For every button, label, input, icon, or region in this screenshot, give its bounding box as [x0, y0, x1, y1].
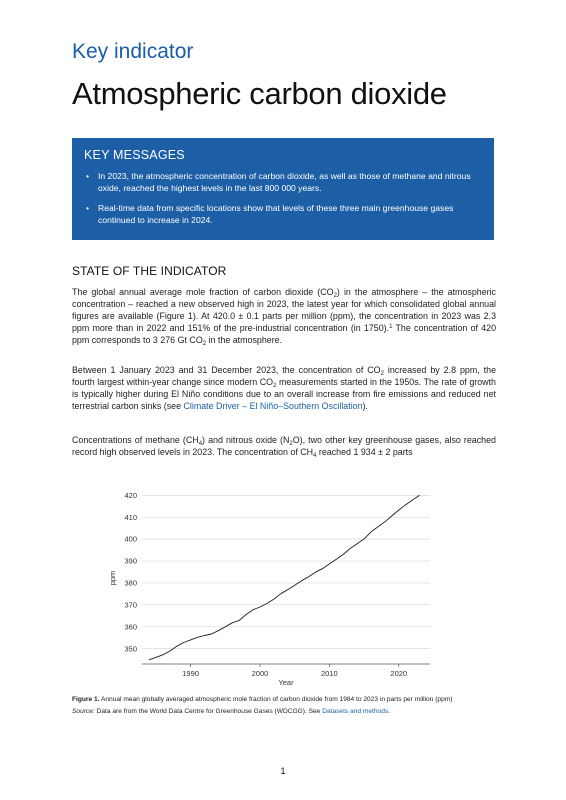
page-number: 1 — [280, 766, 286, 776]
x-axis-label: Year — [278, 678, 294, 686]
key-messages-list — [84, 171, 472, 226]
paragraph-1: The global annual average mole fraction of carbon dioxide $(CO_2)$ in the atmosphere – the atmospheric concentration – reached a new observed high in 2023, the latest year for which consolidated global annual figures are available (Figure 1). At 420.0 ± 0.1 parts per million (ppm), the concentration in 2023 was 2.3 ppm more than in 2022 and 151% of the pre-industrial concentration (in 1750).$^1$ The concentration of 420 ppm corresponds to 3 276 Gt $CO_2$ in the atmosphere. — [72, 287, 497, 348]
paragraph-2: Between 1 January 2023 and 31 December 2023, the concentration of $CO_2$ increased by 2.8 ppm, the fourth largest within-year change since modern $CO_2$ measurements started in the 1950s. The rate of growth is typically higher during El Niño conditions due to an overall increase from fire emissions and reduced net terrestrial carbon sinks (see Climate Driver – El Niño–Southern Oscillation). — [72, 365, 497, 412]
section-kicker: Key indicator — [72, 40, 194, 63]
figure-caption-title: Figure 1. Annual mean globally averaged atmospheric mole fraction of carbon dioxide from 1984 to 2023 in parts per million (ppm) — [72, 696, 453, 703]
paragraph-3: Concentrations of methane $(CH_4)$ and nitrous oxide $(N_2O)$, two other key greenhouse gases, also reached record high observed levels in 2023. The concentration of $CH_4$ reached 1 934 ± 2 parts — [72, 435, 496, 460]
y-axis-label: ppm — [108, 570, 117, 586]
datasets-methods-link[interactable]: Datasets and methods — [322, 708, 389, 715]
x-tick-label: 1990 — [182, 669, 199, 678]
x-tick-label: 2020 — [390, 669, 408, 678]
section-heading: STATE OF THE INDICATOR — [72, 264, 227, 278]
co2-series-line — [149, 495, 420, 660]
y-tick-label: 410 — [124, 512, 137, 522]
y-tick-label: 400 — [124, 534, 137, 544]
y-tick-label: 420 — [124, 490, 137, 500]
y-tick-label: 370 — [124, 600, 137, 610]
y-tick-label: 360 — [124, 622, 137, 632]
x-tick-label: 2010 — [321, 669, 338, 678]
figure-caption — [72, 694, 502, 718]
x-tick-label: 2000 — [251, 669, 269, 678]
climate-driver-link[interactable]: Climate Driver – El Niño–Southern Oscillation — [183, 401, 363, 412]
co2-line-chart — [100, 488, 440, 686]
key-messages-heading: KEY MESSAGES — [84, 148, 185, 162]
figure-caption-source: Source: Data are from the World Data Centre for Greenhouse Gases (WDCGG). See Datasets and methods. — [72, 708, 391, 715]
y-tick-label: 380 — [124, 578, 137, 588]
key-message-item: • Real-time data from specific locations show that levels of these three main greenhouse gases continued to increase in 2024. — [84, 203, 472, 226]
key-message-item: • In 2023, the atmospheric concentration of carbon dioxide, as well as those of methane and nitrous oxide, reached the highest levels in the last 800 000 years. — [84, 171, 472, 194]
page-title: Atmospheric carbon dioxide — [72, 76, 447, 111]
y-tick-label: 390 — [124, 556, 137, 566]
y-tick-label: 350 — [124, 644, 137, 654]
key-messages-box — [72, 138, 494, 240]
